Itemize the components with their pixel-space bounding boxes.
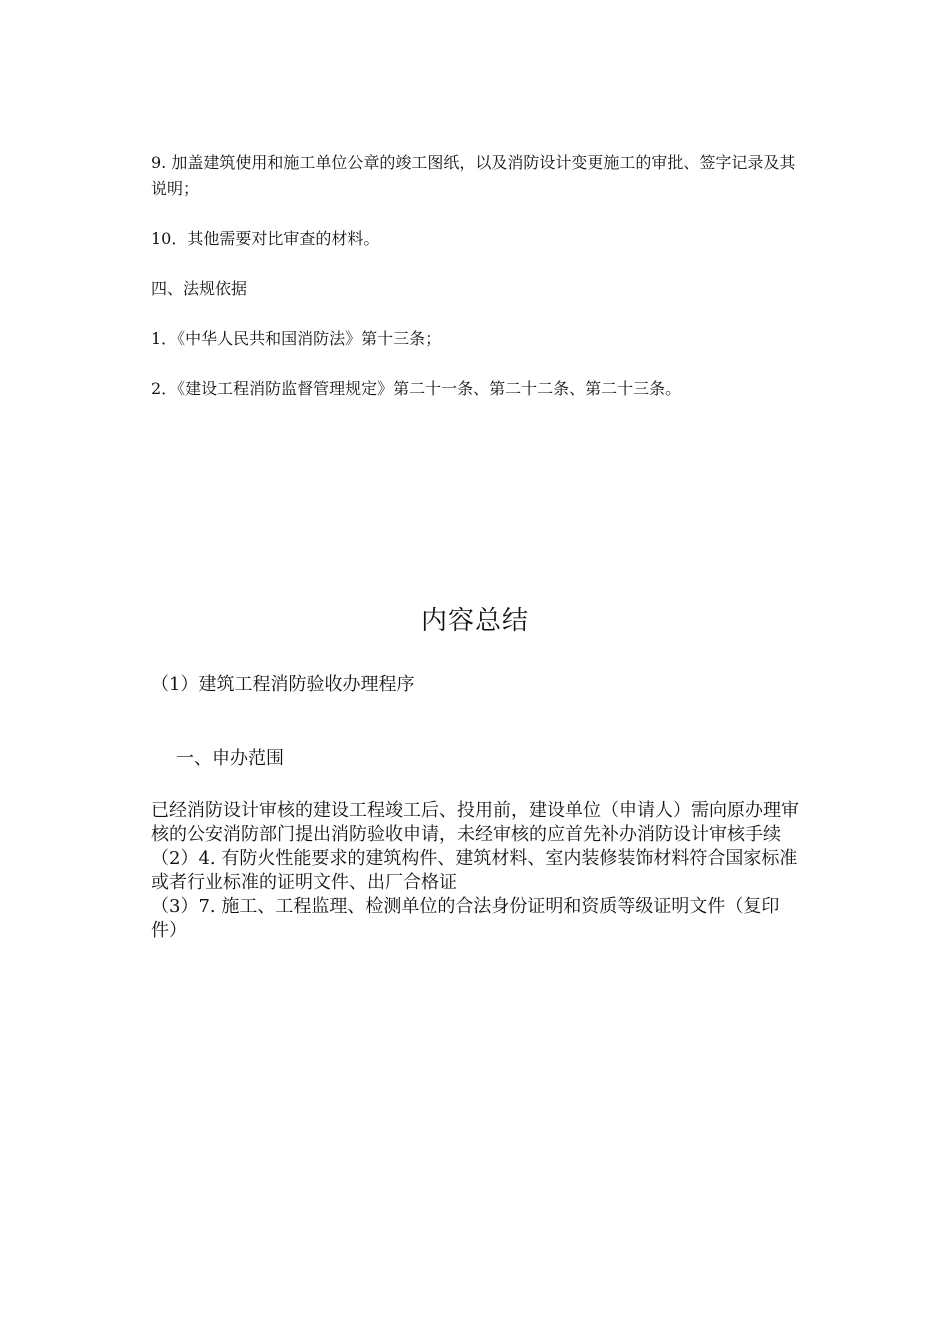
legal-item-2: 2．《建设工程消防监督管理规定》第二十一条、第二十二条、第二十三条。 bbox=[151, 379, 682, 398]
summary-item-2: （2）4. 有防火性能要求的建筑构件、建筑材料、室内装修装饰材料符合国家标准或者行业标准的证明文件、出厂合格证 bbox=[151, 848, 798, 893]
summary-heading-scope: 一、申办范围 bbox=[176, 748, 284, 769]
section-heading-legal-basis: 四、法规依据 bbox=[151, 279, 248, 298]
summary-title: 内容总结 bbox=[420, 606, 529, 636]
list-item-9: 9. 加盖建筑使用和施工单位公章的竣工图纸，以及消防设计变更施工的审批、签字记录及其说明； bbox=[151, 153, 796, 198]
summary-paragraph: 已经消防设计审核的建设工程竣工后、投用前，建设单位（申请人）需向原办理审核的公安消防部门提出消防验收申请，未经审核的应首先补办消防设计审核手续 bbox=[151, 800, 799, 845]
list-item-10: 10．其他需要对比审查的材料。 bbox=[151, 229, 380, 248]
summary-item-3: （3）7. 施工、工程监理、检测单位的合法身份证明和资质等级证明文件（复印件） bbox=[151, 896, 780, 941]
summary-item-1: （1）建筑工程消防验收办理程序 bbox=[151, 674, 415, 695]
legal-item-1: 1．《中华人民共和国消防法》第十三条； bbox=[151, 329, 442, 348]
document-body bbox=[151, 150, 801, 402]
summary-body bbox=[151, 673, 801, 943]
